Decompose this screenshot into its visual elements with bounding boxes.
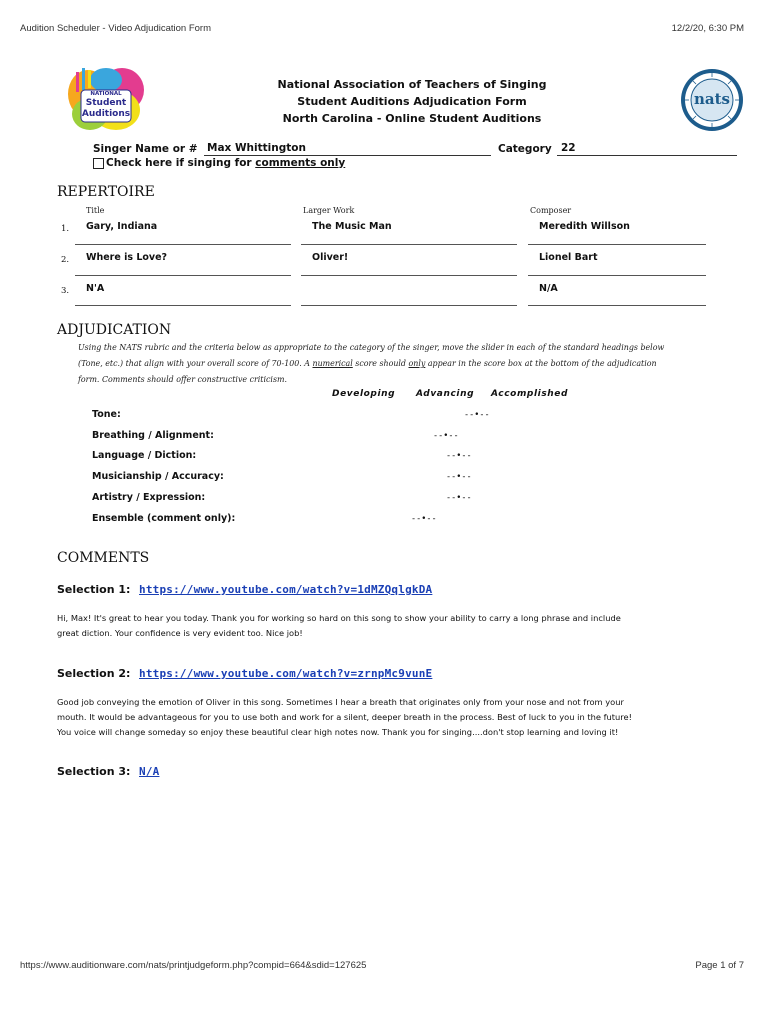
selection-1-label: Selection 1:: [57, 583, 131, 596]
adj-row-label-5: Artistry / Expression:: [92, 492, 206, 503]
adj-row-label-2: Breathing / Alignment:: [92, 430, 214, 441]
form-title-line1: National Association of Teachers of Singing: [277, 78, 547, 91]
scale-developing: Developing: [332, 389, 396, 399]
repertoire-heading: REPERTOIRE: [57, 184, 155, 200]
rep-row-3-title-line: [75, 305, 291, 306]
instructions-line-3: form. Comments should offer constructive criticism.: [78, 375, 287, 384]
form-title-line2: Student Auditions Adjudication Form: [297, 95, 527, 108]
comments-only-checkbox[interactable]: [93, 158, 104, 169]
selection-1-link[interactable]: https://www.youtube.com/watch?v=1dMZQqlgkDA: [139, 583, 433, 596]
rep-row-1-title: Gary, Indiana: [86, 221, 158, 232]
rep-row-2-title: Where is Love?: [86, 252, 168, 263]
rep-row-1-number: 1.: [61, 224, 70, 234]
print-header-title: Audition Scheduler - Video Adjudication Form: [20, 23, 211, 34]
adj-row-slider-6[interactable]: --•--: [411, 514, 437, 524]
selection-2-comment-line-2: mouth. It would be advantageous for you to use both and work for a silent, deeper breath in the process. Best of luck to you in the future!: [57, 712, 632, 722]
singer-name-field[interactable]: Max Whittington: [204, 142, 491, 156]
print-footer-url: https://www.auditionware.com/nats/printjudgeform.php?compid=664&sdid=127625: [20, 960, 367, 971]
selection-2-link[interactable]: https://www.youtube.com/watch?v=zrnpMc9vunE: [139, 667, 433, 680]
rep-row-1-title-line: [75, 244, 291, 245]
scale-advancing: Advancing: [416, 389, 475, 399]
adjudication-instructions: [78, 340, 718, 388]
logo-line1: NATIONAL: [90, 91, 122, 97]
rep-row-1-work-line: [301, 244, 517, 245]
comments-only-label-text: Check here if singing for: [106, 157, 256, 169]
print-header-timestamp: 12/2/20, 6:30 PM: [671, 23, 744, 34]
adj-row-slider-2[interactable]: --•--: [433, 431, 459, 441]
adj-row-slider-5[interactable]: --•--: [446, 493, 472, 503]
adj-row-slider-3[interactable]: --•--: [446, 451, 472, 461]
selection-2-comment-line-3: You voice will change someday so enjoy these beautiful clear high notes now. Thank you for singing....don't stop learning and loving it!: [57, 727, 619, 737]
instructions-only: only: [408, 359, 426, 368]
comments-only-label-underlined: comments only: [255, 157, 346, 169]
student-auditions-logo: [66, 66, 146, 132]
rep-row-3-title: N'A: [86, 283, 105, 294]
adj-row-slider-1[interactable]: --•--: [464, 410, 490, 420]
comments-only-label: [106, 157, 345, 169]
rep-row-2-number: 2.: [61, 255, 70, 265]
comments-heading: COMMENTS: [57, 550, 150, 566]
category-field[interactable]: 22: [557, 142, 737, 156]
adj-row-label-4: Musicianship / Accuracy:: [92, 471, 224, 482]
rep-row-2-composer: Lionel Bart: [539, 252, 598, 263]
nats-seal-text: nats: [694, 90, 730, 108]
selection-1-comment-line-2: great diction. Your confidence is very evident too. Nice job!: [57, 628, 303, 638]
rep-row-3-composer-line: [528, 305, 706, 306]
rep-row-3-number: 3.: [61, 286, 70, 296]
rep-row-3-work-line: [301, 305, 517, 306]
selection-1-comment: [57, 611, 677, 641]
col-larger-work-header: Larger Work: [303, 206, 355, 215]
instructions-line-2: [78, 356, 718, 372]
rep-row-2-title-line: [75, 275, 291, 276]
nats-seal-logo: [680, 68, 744, 132]
rep-row-1-composer-line: [528, 244, 706, 245]
rep-row-2-composer-line: [528, 275, 706, 276]
rep-row-1-composer: Meredith Willson: [539, 221, 630, 232]
selection-2-comment: [57, 695, 677, 740]
col-title-header: Title: [86, 206, 105, 215]
instructions-line-2b: score should: [352, 359, 409, 368]
adj-row-label-3: Language / Diction:: [92, 450, 197, 461]
instructions-numerical: numerical: [312, 359, 353, 368]
adjudication-heading: ADJUDICATION: [57, 322, 172, 338]
scale-accomplished: Accomplished: [491, 389, 569, 399]
adj-row-label-6: Ensemble (comment only):: [92, 513, 236, 524]
selection-3-label: Selection 3:: [57, 765, 131, 778]
adj-row-slider-4[interactable]: --•--: [446, 472, 472, 482]
logo-line3: Auditions: [81, 109, 131, 119]
adj-row-label-1: Tone:: [92, 409, 121, 420]
print-footer-page: Page 1 of 7: [695, 960, 744, 971]
selection-2-comment-line-1: Good job conveying the emotion of Oliver in this song. Sometimes I hear a breath that originates only from your nose and not from your: [57, 697, 624, 707]
selection-2-label: Selection 2:: [57, 667, 131, 680]
logo-line2: Student: [85, 98, 127, 108]
rep-row-3-composer: N/A: [539, 283, 558, 294]
rep-row-2-work-line: [301, 275, 517, 276]
singer-name-label: Singer Name or #: [93, 143, 198, 155]
instructions-line-2a: (Tone, etc.) that align with your overall score of 70-100. A: [78, 359, 313, 368]
col-composer-header: Composer: [530, 206, 572, 215]
selection-3-link[interactable]: N/A: [139, 765, 160, 778]
rep-row-2-work: Oliver!: [312, 252, 349, 263]
form-title-line3: North Carolina - Online Student Auditions: [282, 112, 542, 125]
instructions-line-1: Using the NATS rubric and the criteria below as appropriate to the category of the singer, move the slider in each of the standard headings below: [78, 343, 665, 352]
category-label: Category: [498, 143, 552, 155]
selection-1-comment-line-1: Hi, Max! It's great to hear you today. Thank you for working so hard on this song to show your ability to carry a long phrase and include: [57, 613, 621, 623]
instructions-line-2c: appear in the score box at the bottom of the adjudication: [425, 359, 657, 368]
rep-row-1-work: The Music Man: [312, 221, 392, 232]
